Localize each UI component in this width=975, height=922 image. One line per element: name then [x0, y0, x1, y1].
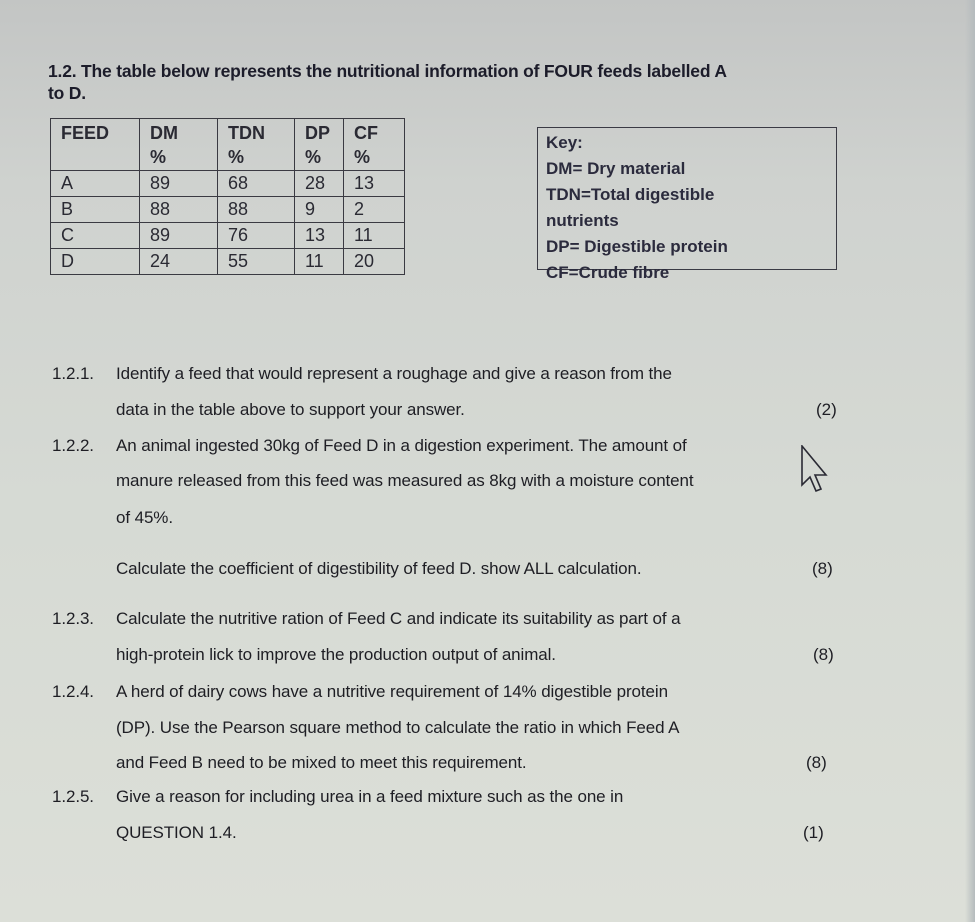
cell-feed: A [51, 171, 140, 197]
table-row [51, 249, 405, 275]
cell-dm: 24 [140, 249, 218, 275]
question-text: Calculate the coefficient of digestibility of feed D. show ALL calculation. [116, 559, 642, 578]
question-text: data in the table above to support your answer. [116, 400, 465, 419]
header-dp: DP % [295, 119, 344, 171]
intro-line-2: to D. [48, 83, 86, 103]
question-text: An animal ingested 30kg of Feed D in a digestion experiment. The amount of [116, 436, 687, 455]
question-number: 1.2.3. [52, 609, 94, 628]
question-number: 1.2.4. [52, 682, 94, 701]
cell-dp: 28 [295, 171, 344, 197]
marks-1-2-5: (1) [803, 823, 824, 842]
question-intro [48, 60, 848, 104]
question-text: and Feed B need to be mixed to meet this requirement. [116, 753, 527, 772]
question-text: manure released from this feed was measured as 8kg with a moisture content [116, 471, 694, 490]
feed-nutrition-table [50, 118, 405, 275]
cell-tdn: 55 [218, 249, 295, 275]
cell-cf: 2 [344, 197, 405, 223]
question-text: high-protein lick to improve the production output of animal. [116, 645, 556, 664]
cell-dm: 89 [140, 223, 218, 249]
cell-dp: 13 [295, 223, 344, 249]
header-cf: CF % [344, 119, 405, 171]
question-text: of 45%. [116, 508, 173, 527]
marks-1-2-4: (8) [806, 753, 827, 772]
table-row [51, 197, 405, 223]
header-tdn: TDN % [218, 119, 295, 171]
cell-feed: C [51, 223, 140, 249]
marks-1-2-1: (2) [816, 400, 837, 419]
key-item: nutrients [546, 211, 619, 230]
key-item: DM= Dry material [546, 159, 686, 178]
cell-dp: 9 [295, 197, 344, 223]
question-text: A herd of dairy cows have a nutritive requirement of 14% digestible protein [116, 682, 668, 701]
cell-dp: 11 [295, 249, 344, 275]
cell-cf: 20 [344, 249, 405, 275]
mouse-pointer-icon [800, 445, 830, 495]
question-text: Calculate the nutritive ration of Feed C and indicate its suitability as part of a [116, 609, 681, 628]
question-text: Identify a feed that would represent a roughage and give a reason from the [116, 364, 672, 383]
header-dm: DM % [140, 119, 218, 171]
question-text: (DP). Use the Pearson square method to calculate the ratio in which Feed A [116, 718, 680, 737]
cell-tdn: 88 [218, 197, 295, 223]
marks-1-2-2: (8) [812, 559, 833, 578]
question-text: Give a reason for including urea in a feed mixture such as the one in [116, 787, 624, 806]
cell-tdn: 68 [218, 171, 295, 197]
table-row [51, 171, 405, 197]
key-box [537, 127, 837, 282]
question-number: 1.2.1. [52, 364, 94, 383]
intro-line-1: 1.2. The table below represents the nutritional information of FOUR feeds labelled A [48, 61, 727, 81]
cell-cf: 11 [344, 223, 405, 249]
question-text: QUESTION 1.4. [116, 823, 237, 842]
table-row [51, 223, 405, 249]
cell-dm: 88 [140, 197, 218, 223]
question-number: 1.2.5. [52, 787, 94, 806]
table-header-row [51, 119, 405, 171]
screen-edge [965, 0, 975, 922]
key-item: TDN=Total digestible [546, 185, 715, 204]
cell-dm: 89 [140, 171, 218, 197]
key-item: DP= Digestible protein [546, 237, 728, 256]
key-title: Key: [546, 133, 583, 152]
marks-1-2-3: (8) [813, 645, 834, 664]
question-number: 1.2.2. [52, 436, 94, 455]
cell-feed: B [51, 197, 140, 223]
cell-tdn: 76 [218, 223, 295, 249]
key-item: CF=Crude fibre [546, 263, 670, 282]
header-feed: FEED [51, 119, 140, 171]
cell-cf: 13 [344, 171, 405, 197]
cell-feed: D [51, 249, 140, 275]
